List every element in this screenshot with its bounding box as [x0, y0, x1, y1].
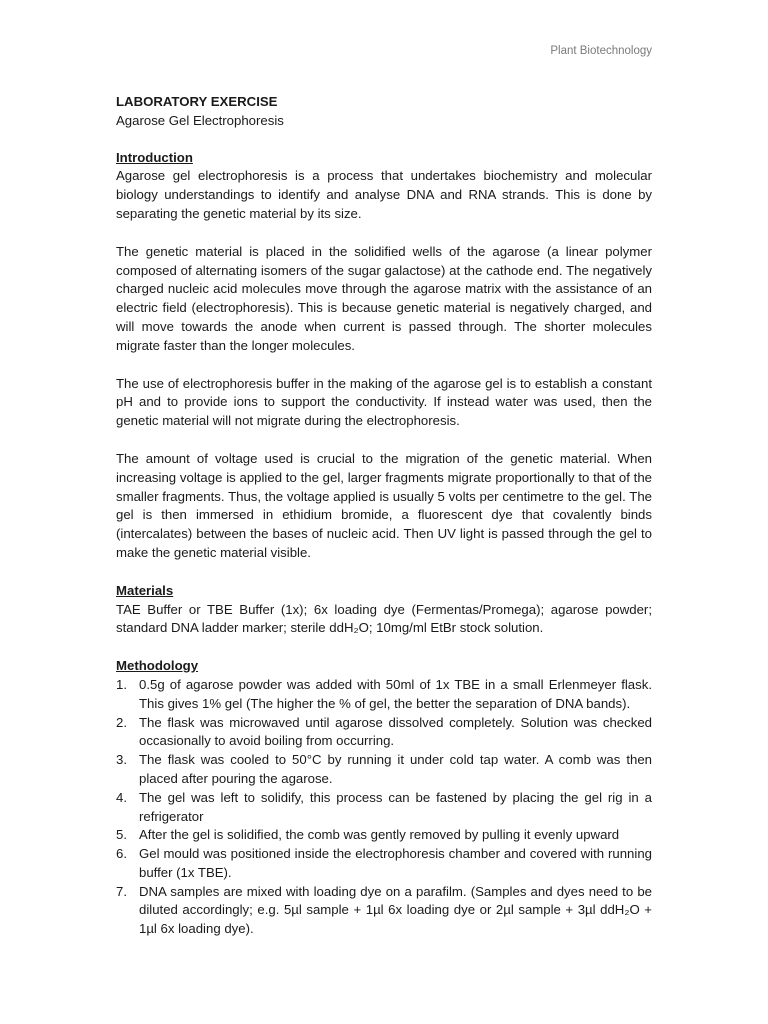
method-step: [116, 676, 652, 714]
document-body: [116, 93, 652, 939]
intro-paragraph: Agarose gel electrophoresis is a process that undertakes biochemistry and molecular biology understandings to identify and analyse DNA and RNA strands. This is done by separating the genetic material by its size.: [116, 168, 652, 221]
intro-paragraph: The amount of voltage used is crucial to the migration of the genetic material. When increasing voltage is applied to the gel, larger fragments migrate proportionally to that of the smaller fragments. Thus, the voltage applied is usually 5 volts per centimetre to the gel. The gel is then immersed in ethidium bromide, a fluorescent dye that covalently binds (intercalates) between the bases of nucleic acid. Then UV light is passed through the gel to make the genetic material visible.: [116, 450, 652, 560]
methodology-steps: [116, 676, 652, 939]
method-step: [116, 789, 652, 827]
running-header: Plant Biotechnology: [550, 45, 652, 57]
step-number: 6.: [116, 846, 127, 862]
step-number: 3.: [116, 752, 127, 768]
step-number: 7.: [116, 883, 127, 899]
method-step: [116, 883, 652, 939]
step-number: 1.: [116, 676, 127, 692]
step-number: 4.: [116, 789, 127, 805]
exercise-label: LABORATORY EXERCISE: [116, 94, 278, 109]
materials-heading: Materials: [116, 582, 174, 598]
method-step: [116, 714, 652, 752]
introduction-heading: Introduction: [116, 149, 193, 165]
exercise-title: Agarose Gel Electrophoresis: [116, 112, 284, 128]
step-text: After the gel is solidified, the comb was gently removed by pulling it evenly upward: [139, 827, 620, 843]
step-text: Gel mould was positioned inside the electrophoresis chamber and covered with running buffer (1x TBE).: [139, 846, 652, 880]
step-text: DNA samples are mixed with loading dye on a parafilm. (Samples and dyes need to be diluted accordingly; e.g. 5µl sample + 1µl 6x loading dye or 2µl sample + 3µl ddH₂O + 1µl 6x loading dye).: [139, 883, 652, 937]
method-step: [116, 826, 652, 845]
method-step: [116, 845, 652, 883]
intro-paragraph: The use of electrophoresis buffer in the making of the agarose gel is to establish a constant pH and to provide ions to support the conductivity. If instead water was used, then the genetic material will not migrate during the electrophoresis.: [116, 375, 652, 429]
step-text: The flask was microwaved until agarose dissolved completely. Solution was checked occasionally to avoid boiling from occurring.: [139, 714, 652, 749]
materials-text: TAE Buffer or TBE Buffer (1x); 6x loading dye (Fermentas/Promega); agarose powder; standard DNA ladder marker; sterile ddH₂O; 10mg/ml EtBr stock solution.: [116, 601, 652, 636]
methodology-heading: Methodology: [116, 658, 199, 674]
intro-paragraph: The genetic material is placed in the solidified wells of the agarose (a linear polymer composed of alternating isomers of the sugar galactose) at the cathode end. The negatively charged nucleic acid molecules move through the agarose matrix with the assistance of an electric field (electrophoresis). This is because genetic material is negatively charged, and will move towards the anode when current is passed through. The shorter molecules migrate faster than the longer molecules.: [116, 243, 652, 353]
step-text: 0.5g of agarose powder was added with 50ml of 1x TBE in a small Erlenmeyer flask. This gives 1% gel (The higher the % of gel, the better the separation of DNA bands).: [139, 676, 652, 711]
step-number: 2.: [116, 714, 127, 730]
step-text: The flask was cooled to 50°C by running it under cold tap water. A comb was then placed after pouring the agarose.: [139, 752, 652, 786]
step-number: 5.: [116, 827, 127, 843]
method-step: [116, 751, 652, 789]
step-text: The gel was left to solidify, this process can be fastened by placing the gel rig in a refrigerator: [139, 789, 652, 824]
